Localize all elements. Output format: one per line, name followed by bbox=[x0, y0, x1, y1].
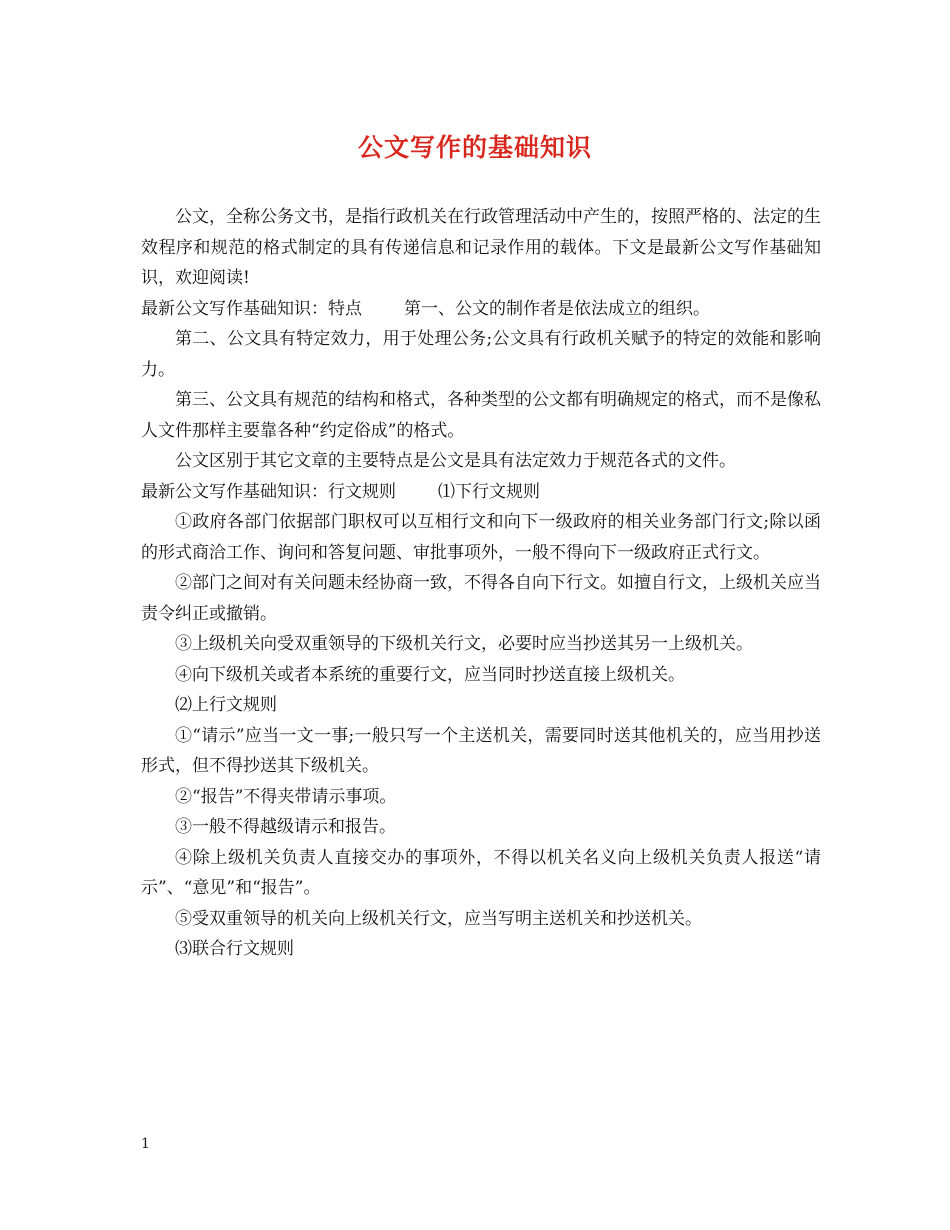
paragraph-up-rule-2: ②“报告”不得夹带请示事项。 bbox=[175, 786, 397, 807]
section-heading-text: 最新公文写作基础知识：特点 bbox=[141, 298, 362, 319]
section-lead-text: 第一、公文的制作者是依法成立的组织。 bbox=[404, 298, 710, 319]
paragraph-up-rule-1: ①“请示”应当一文一事;一般只写一个主送机关，需要同时送其他机关的，应当用抄送形式，但不得抄送其下级机关。 bbox=[141, 725, 821, 776]
paragraph-down-rule-1: ①政府各部门依据部门职权可以互相行文和向下一级政府的相关业务部门行文;除以函的形式商洽工作、询问和答复问题、审批事项外，一般不得向下一级政府正式行文。 bbox=[141, 512, 821, 563]
section-heading-text: 最新公文写作基础知识：行文规则 bbox=[141, 481, 396, 502]
paragraph-down-rule-3: ③上级机关向受双重领导的下级机关行文，必要时应当抄送其另一上级机关。 bbox=[175, 634, 753, 654]
section-lead-text: ⑴下行文规则 bbox=[438, 481, 540, 502]
document-body bbox=[141, 202, 821, 965]
paragraph-up-rule-3: ③一般不得越级请示和报告。 bbox=[175, 817, 396, 837]
section-heading-rules bbox=[141, 477, 821, 508]
section-heading-features bbox=[141, 294, 821, 325]
document-title: 公文写作的基础知识 bbox=[357, 133, 592, 162]
paragraph-down-rule-4: ④向下级机关或者本系统的重要行文，应当同时抄送直接上级机关。 bbox=[175, 664, 685, 685]
paragraph-up-rule-5: ⑤受双重领导的机关向上级机关行文，应当写明主送机关和抄送机关。 bbox=[175, 908, 702, 929]
page-number: 1 bbox=[141, 1136, 150, 1152]
paragraph-up-rule-4: ④除上级机关负责人直接交办的事项外，不得以机关名义向上级机关负责人报送“请示”、“意见”和“报告”。 bbox=[141, 847, 821, 898]
paragraph-distinction: 公文区别于其它文章的主要特点是公文是具有法定效力于规范各式的文件。 bbox=[175, 451, 736, 471]
paragraph-joint-rules-heading: ⑶联合行文规则 bbox=[175, 939, 294, 959]
paragraph-down-rule-2: ②部门之间对有关问题未经协商一致，不得各自向下行文。如擅自行文，上级机关应当责令纠正或撤销。 bbox=[141, 573, 821, 624]
paragraph-intro: 公文，全称公务文书，是指行政机关在行政管理活动中产生的，按照严格的、法定的生效程序和规范的格式制定的具有传递信息和记录作用的载体。下文是最新公文写作基础知识，欢迎阅读! bbox=[141, 207, 821, 288]
paragraph-feature-3: 第三、公文具有规范的结构和格式，各种类型的公文都有明确规定的格式，而不是像私人文件那样主要靠各种“约定俗成”的格式。 bbox=[141, 390, 821, 441]
paragraph-feature-2: 第二、公文具有特定效力，用于处理公务;公文具有行政机关赋予的特定的效能和影响力。 bbox=[141, 329, 821, 380]
paragraph-up-rules-heading: ⑵上行文规则 bbox=[175, 695, 277, 715]
